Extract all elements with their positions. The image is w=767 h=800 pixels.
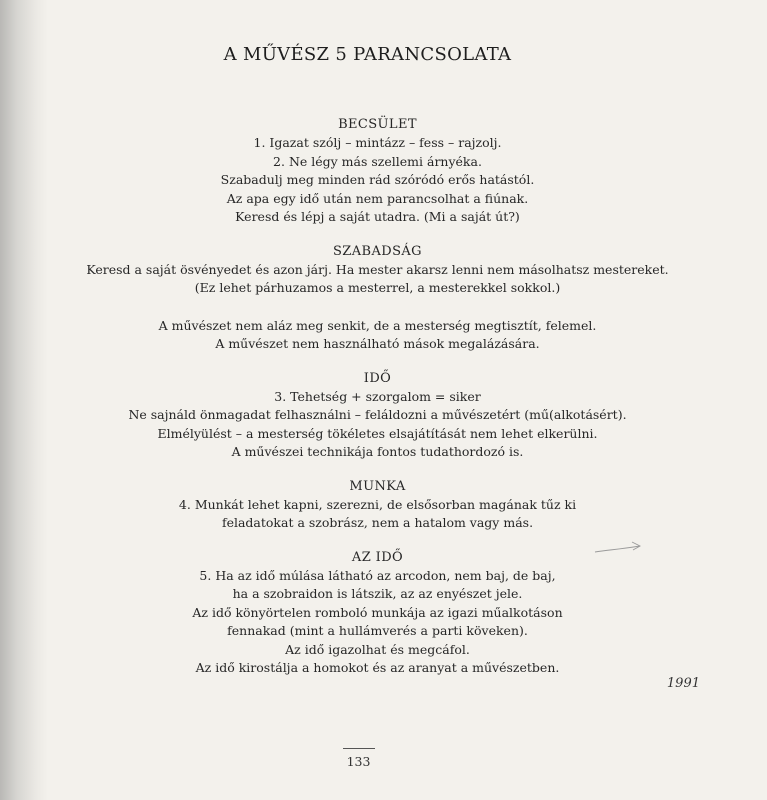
commandments-body xyxy=(40,116,715,678)
text-line: 1. Igazat szólj – mintázz – fess – rajzolj. xyxy=(253,135,502,150)
text-line: (Ez lehet párhuzamos a mesterrel, a mesterekkel sokkol.) xyxy=(194,280,561,295)
text-line: ha a szobraidon is látszik, az az enyészet jele. xyxy=(232,586,523,601)
text-line: A művészet nem aláz meg senkit, de a mesterség megtisztít, felemel. xyxy=(158,317,597,333)
page-number-rule xyxy=(343,748,375,749)
section-title: AZ IDŐ xyxy=(351,549,404,565)
section-munka xyxy=(40,478,715,533)
page-title: A MŰVÉSZ 5 PARANCSOLATA xyxy=(223,44,512,65)
section-interlude xyxy=(40,317,715,354)
section-title: IDŐ xyxy=(363,370,392,386)
text-line: Az idő igazolhat és megcáfol. xyxy=(285,641,470,657)
text-line: Az idő kirostálja a homokot és az aranyat a művészetben. xyxy=(195,660,560,675)
section-spacer xyxy=(40,227,715,243)
section-spacer xyxy=(40,298,715,317)
section-az-ido xyxy=(40,549,715,678)
pencil-mark xyxy=(594,540,644,556)
text-line: Elmélyülést – a mesterség tökéletes elsajátítását nem lehet elkerülni. xyxy=(157,425,598,441)
text-line: Az idő könyörtelen romboló munkája az igazi műalkotáson xyxy=(192,604,563,620)
section-spacer xyxy=(40,354,715,370)
section-title: MUNKA xyxy=(349,478,406,494)
section-title: BECSÜLET xyxy=(338,117,417,132)
text-line: 3. Tehetség + szorgalom = siker xyxy=(274,388,481,404)
text-line: Szabadulj meg minden rád szóródó erős hatástól. xyxy=(220,172,535,187)
text-line: Keresd és lépj a saját utadra. (Mi a saját út?) xyxy=(235,209,520,224)
section-szabadsag xyxy=(40,243,715,298)
text-line: 2. Ne légy más szellemi árnyéka. xyxy=(273,153,482,169)
year: 1991 xyxy=(666,676,700,691)
text-line: feladatokat a szobrász, nem a hatalom vagy más. xyxy=(221,515,534,530)
text-line: 5. Ha az idő múlása látható az arcodon, nem baj, de baj, xyxy=(199,567,556,583)
text-line: A művészet nem használható mások megalázására. xyxy=(215,336,540,351)
text-line: Keresd a saját ösvényedet és azon járj. Ha mester akarsz lenni nem másolhatsz mestereket. xyxy=(86,261,669,277)
text-line: A művészei technikája fontos tudathordozó is. xyxy=(231,444,524,459)
text-line: fennakad (mint a hullámverés a parti köveken). xyxy=(227,623,528,638)
page-number: 133 xyxy=(346,754,371,769)
text-line: Ne sajnáld önmagadat felhasználni – feláldozni a művészetért (mű(alkotásért). xyxy=(128,407,627,422)
section-ido xyxy=(40,370,715,462)
text-line: Az apa egy idő után nem parancsolhat a fiúnak. xyxy=(226,190,529,206)
section-spacer xyxy=(40,462,715,478)
section-title: SZABADSÁG xyxy=(333,243,422,259)
section-becsulet xyxy=(40,116,715,227)
text-line: 4. Munkát lehet kapni, szerezni, de elsősorban magának tűz ki xyxy=(178,496,577,512)
